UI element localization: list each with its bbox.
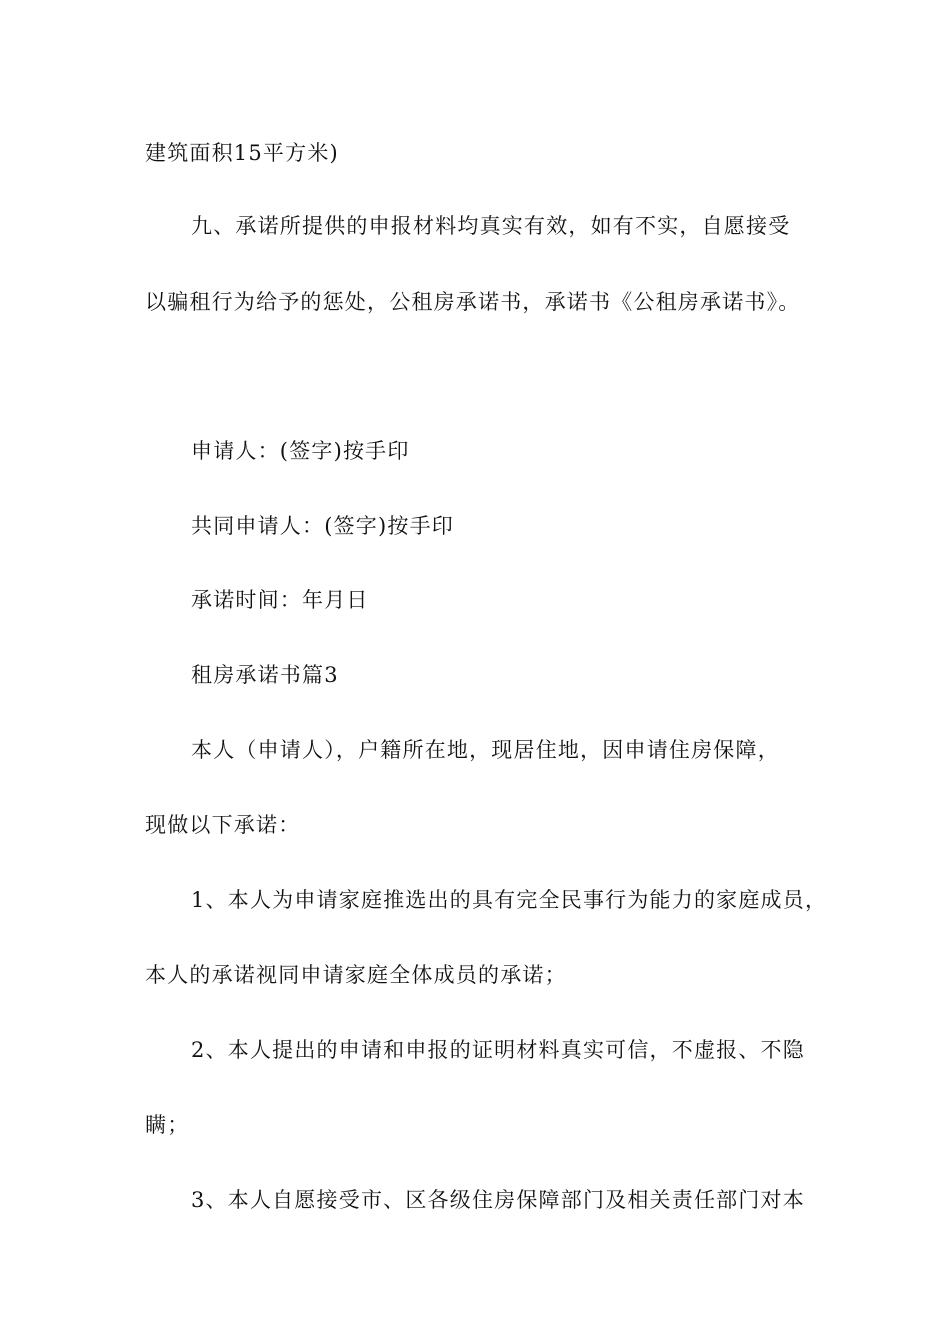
signature-applicant: 申请人：(签字)按手印 <box>191 439 410 463</box>
text-line: 2、本人提出的申请和申报的证明材料真实可信，不虚报、不隐 <box>191 1038 805 1062</box>
text-line: 本人的承诺视同申请家庭全体成员的承诺； <box>145 963 567 987</box>
signature-co-applicant: 共同申请人：(签字)按手印 <box>191 514 454 538</box>
text-line: 1、本人为申请家庭推选出的具有完全民事行为能力的家庭成员， <box>191 888 828 912</box>
text-line: 瞒； <box>145 1113 190 1137</box>
text-line: 本人（申请人），户籍所在地，现居住地，因申请住房保障， <box>191 738 780 762</box>
promise-date: 承诺时间：年月日 <box>191 588 369 612</box>
text-line: 以骗租行为给予的惩处，公租房承诺书，承诺书《公租房承诺书》。 <box>145 290 801 314</box>
text-line: 现做以下承诺： <box>145 813 301 837</box>
section-heading: 租房承诺书篇3 <box>191 663 339 687</box>
text-line: 3、本人自愿接受市、区各级住房保障部门及相关责任部门对本 <box>191 1188 805 1212</box>
text-line: 九、承诺所提供的申报材料均真实有效，如有不实，自愿接受 <box>191 214 791 238</box>
text-line: 建筑面积15平方米) <box>145 141 339 165</box>
